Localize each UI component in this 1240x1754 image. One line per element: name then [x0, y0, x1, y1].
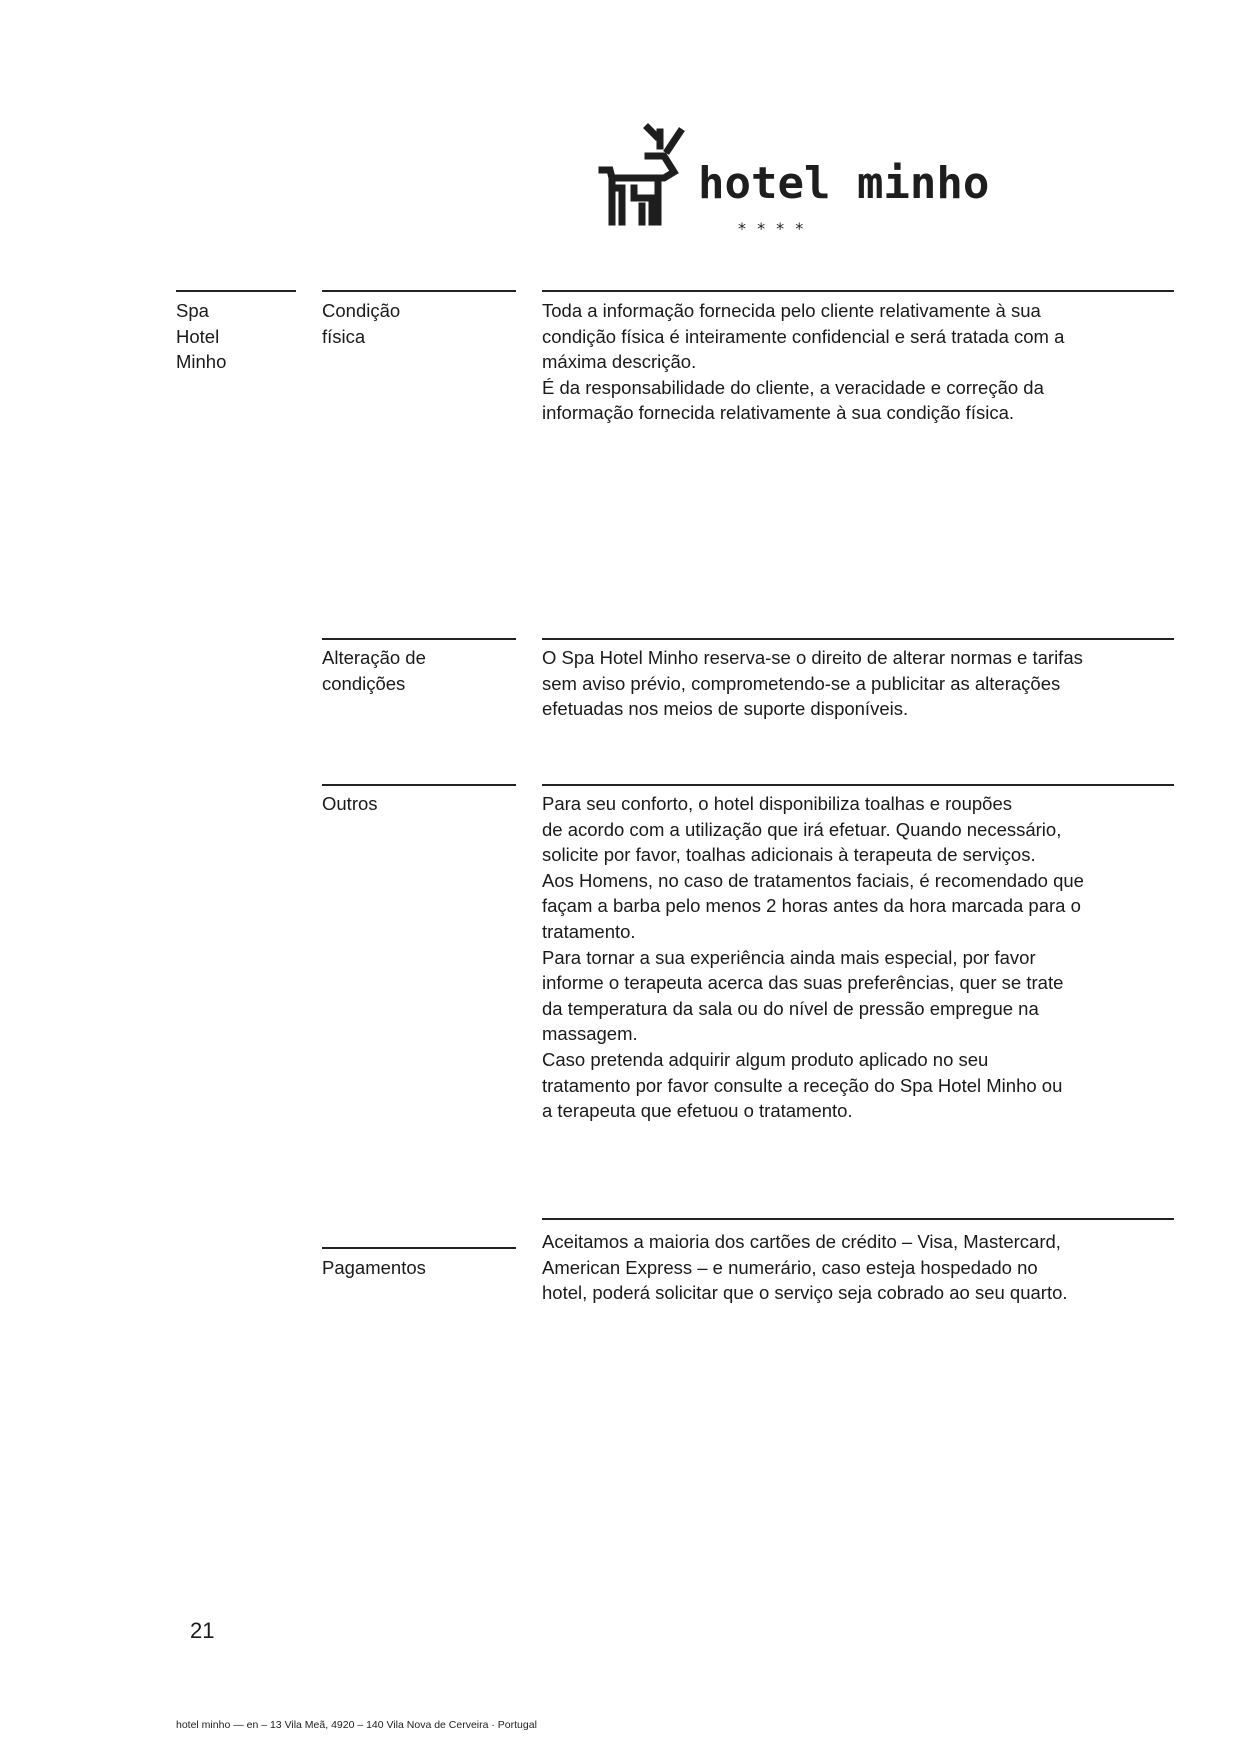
- topic-text: Para seu conforto, o hotel disponibiliza toalhas e roupões de acordo com a utilização que irá efetuar. Quando necessário, solicite por favor, toalhas adicionais à terapeuta de serviços. Aos Homens, no caso de tratamentos faciais, é recomendado que façam a barba pelo menos 2 horas antes da hora marcada para o tratamento. Para tornar a sua experiência ainda mais especial, por favor informe o terapeuta acerca das suas preferências, quer se trate da temperatura da sala ou do nível de pressão empregue na massagem. Caso pretenda adquirir algum produto aplicado no seu tratamento por favor consulte a receção do Spa Hotel Minho ou a terapeuta que efetuou o tratamento.: [542, 793, 1084, 1122]
- logo-wordmark: hotel minho: [698, 158, 990, 209]
- topic-text: O Spa Hotel Minho reserva-se o direito de alterar normas e tarifas sem aviso prévio, comprometendo-se a publicitar as alterações efetuadas nos meios de suporte disponíveis.: [542, 647, 1083, 720]
- hotel-logo: [598, 126, 990, 238]
- topic-title: Pagamentos: [322, 1257, 426, 1278]
- text-rule: [542, 638, 1174, 640]
- topic-title: Outros: [322, 793, 378, 814]
- text-rule: [542, 1218, 1174, 1220]
- topic-rule: [322, 638, 516, 640]
- text-rule: [542, 784, 1174, 786]
- topic-rule: [322, 290, 516, 292]
- logo-stars: * * * *: [738, 219, 807, 238]
- topic-rule: [322, 1247, 516, 1249]
- topic-rule: [322, 784, 516, 786]
- topic-text: Toda a informação fornecida pelo cliente relativamente à sua condição física é inteiramente confidencial e será tratada com a máxima descrição. É da responsabilidade do cliente, a veracidade e correção da informação fornecida relativamente à sua condição física.: [542, 300, 1065, 424]
- topic-title: Alteração de condições: [322, 647, 426, 694]
- section-label: Spa Hotel Minho: [176, 300, 227, 373]
- deer-icon: [602, 128, 680, 222]
- topic-text: Aceitamos a maioria dos cartões de crédito – Visa, Mastercard, American Express – e numerário, caso esteja hospedado no hotel, poderá solicitar que o serviço seja cobrado ao seu quarto.: [542, 1231, 1068, 1304]
- text-rule: [542, 290, 1174, 292]
- footer-address: hotel minho — en – 13 Vila Meã, 4920 – 140 Vila Nova de Cerveira · Portugal: [176, 1719, 537, 1731]
- page-number: 21: [190, 1618, 215, 1643]
- section-rule: [176, 290, 296, 292]
- topic-title: Condição física: [322, 300, 401, 347]
